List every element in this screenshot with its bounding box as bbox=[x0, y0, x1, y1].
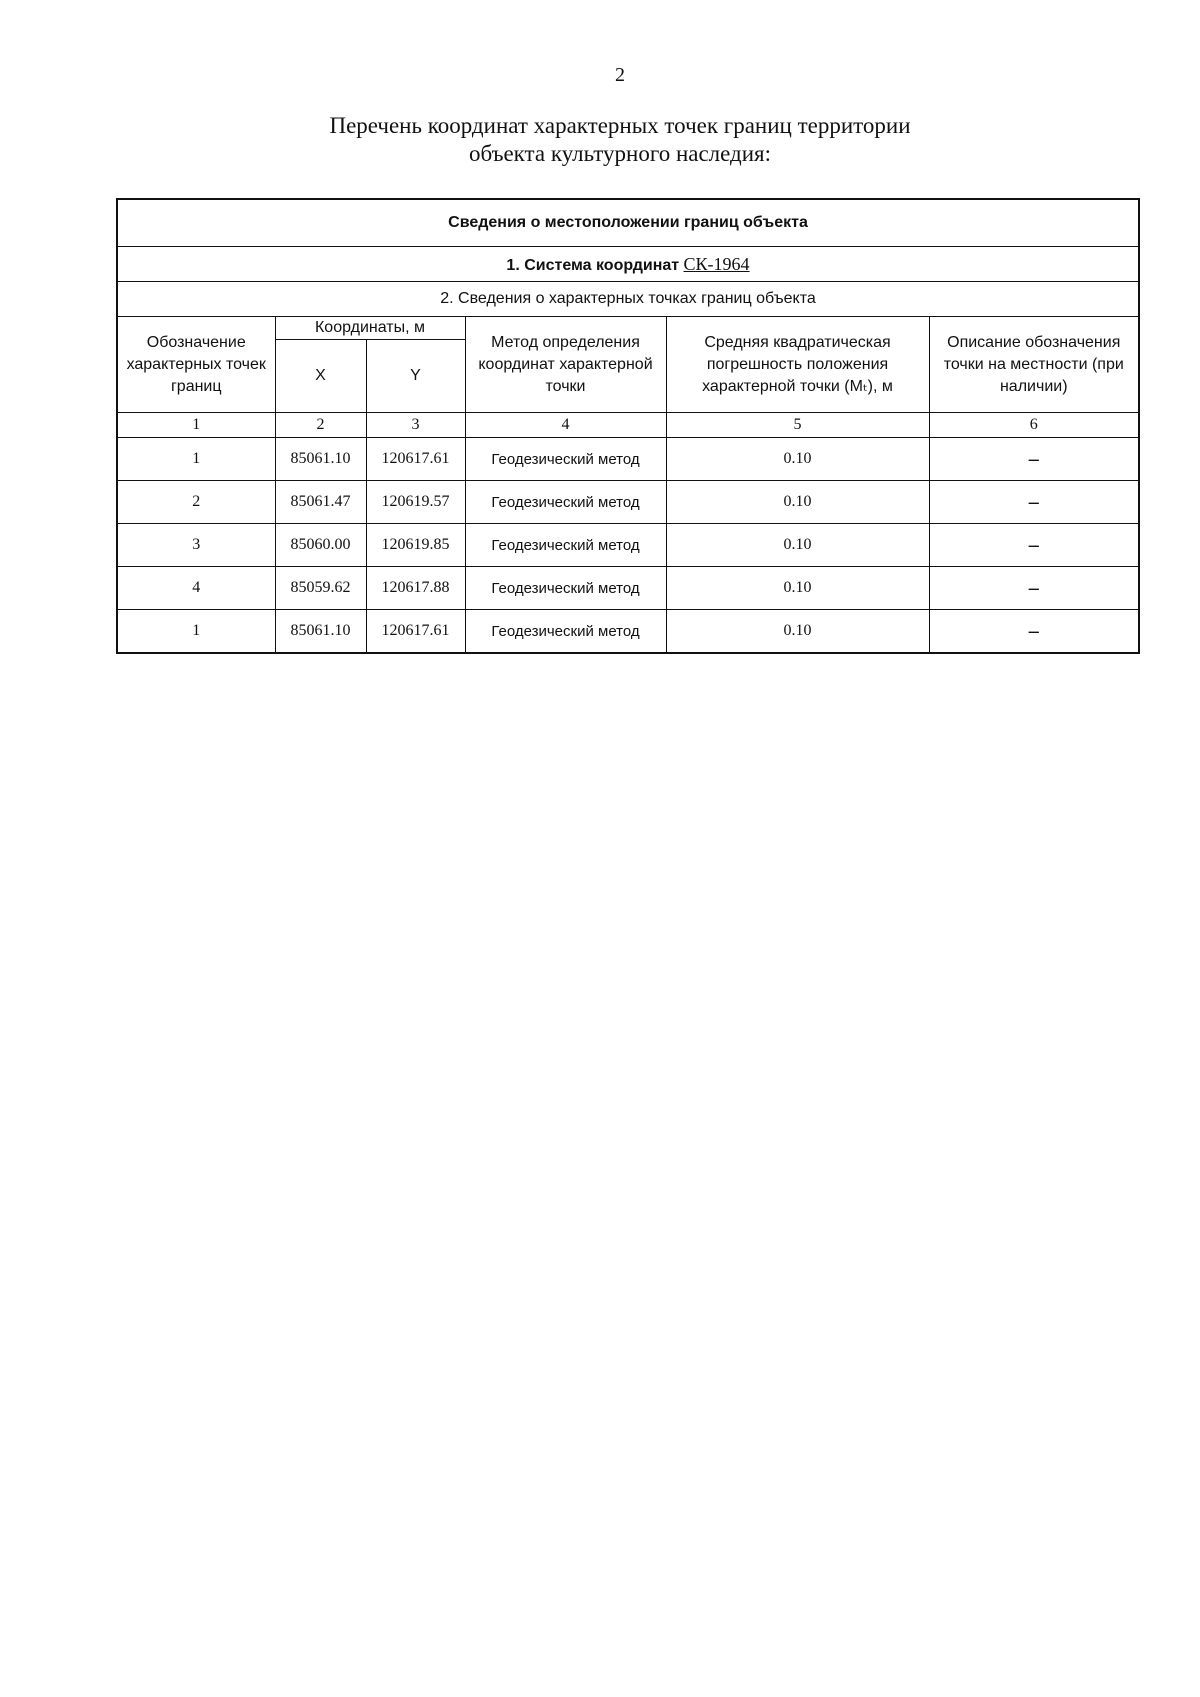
description: – bbox=[929, 438, 1139, 481]
column-number-row bbox=[117, 413, 1139, 438]
point-id: 1 bbox=[117, 610, 275, 654]
error-value: 0.10 bbox=[666, 438, 929, 481]
header-method: Метод определения координат характерной точки bbox=[465, 317, 666, 413]
method: Геодезический метод bbox=[465, 524, 666, 567]
header-coordinates: Координаты, м bbox=[275, 317, 465, 340]
coordinate-system-row bbox=[117, 247, 1139, 282]
column-number: 2 bbox=[275, 413, 366, 438]
column-number: 1 bbox=[117, 413, 275, 438]
coord-y: 120619.85 bbox=[366, 524, 465, 567]
table-row bbox=[117, 438, 1139, 481]
table-row bbox=[117, 481, 1139, 524]
method: Геодезический метод bbox=[465, 438, 666, 481]
coord-x: 85061.10 bbox=[275, 610, 366, 654]
coord-x: 85059.62 bbox=[275, 567, 366, 610]
column-number: 4 bbox=[465, 413, 666, 438]
description: – bbox=[929, 481, 1139, 524]
column-number: 3 bbox=[366, 413, 465, 438]
point-id: 1 bbox=[117, 438, 275, 481]
header-x: X bbox=[275, 340, 366, 413]
description: – bbox=[929, 610, 1139, 654]
column-number: 5 bbox=[666, 413, 929, 438]
title-line-2: объекта культурного наследия: bbox=[468, 141, 772, 166]
points-section-label: 2. Сведения о характерных точках границ объекта bbox=[117, 282, 1139, 317]
header-y: Y bbox=[366, 340, 465, 413]
column-number: 6 bbox=[929, 413, 1139, 438]
title-line-1: Перечень координат характерных точек границ территории bbox=[329, 113, 911, 138]
coord-y: 120619.57 bbox=[366, 481, 465, 524]
document-title bbox=[260, 112, 980, 168]
coordinate-system-value: СК-1964 bbox=[683, 253, 750, 274]
coord-x: 85061.47 bbox=[275, 481, 366, 524]
header-description: Описание обозначения точки на местности (при наличии) bbox=[929, 317, 1139, 413]
page-number: 2 bbox=[615, 64, 625, 86]
point-id: 3 bbox=[117, 524, 275, 567]
coord-x: 85061.10 bbox=[275, 438, 366, 481]
table-heading: Сведения о местоположении границ объекта bbox=[117, 199, 1139, 247]
point-id: 2 bbox=[117, 481, 275, 524]
method: Геодезический метод bbox=[465, 481, 666, 524]
method: Геодезический метод bbox=[465, 610, 666, 654]
description: – bbox=[929, 567, 1139, 610]
coord-y: 120617.88 bbox=[366, 567, 465, 610]
header-designation: Обозначение характерных точек границ bbox=[117, 317, 275, 413]
table-row bbox=[117, 610, 1139, 654]
table-row bbox=[117, 524, 1139, 567]
coord-y: 120617.61 bbox=[366, 438, 465, 481]
coordinates-table bbox=[116, 198, 1140, 654]
description: – bbox=[929, 524, 1139, 567]
method: Геодезический метод bbox=[465, 567, 666, 610]
error-value: 0.10 bbox=[666, 567, 929, 610]
header-error: Средняя квадратическая погрешность положения характерной точки (Mₜ), м bbox=[666, 317, 929, 413]
coord-x: 85060.00 bbox=[275, 524, 366, 567]
coord-y: 120617.61 bbox=[366, 610, 465, 654]
point-id: 4 bbox=[117, 567, 275, 610]
error-value: 0.10 bbox=[666, 610, 929, 654]
coordinate-system-label: 1. Система координат bbox=[506, 256, 684, 274]
table-row bbox=[117, 567, 1139, 610]
error-value: 0.10 bbox=[666, 481, 929, 524]
error-value: 0.10 bbox=[666, 524, 929, 567]
